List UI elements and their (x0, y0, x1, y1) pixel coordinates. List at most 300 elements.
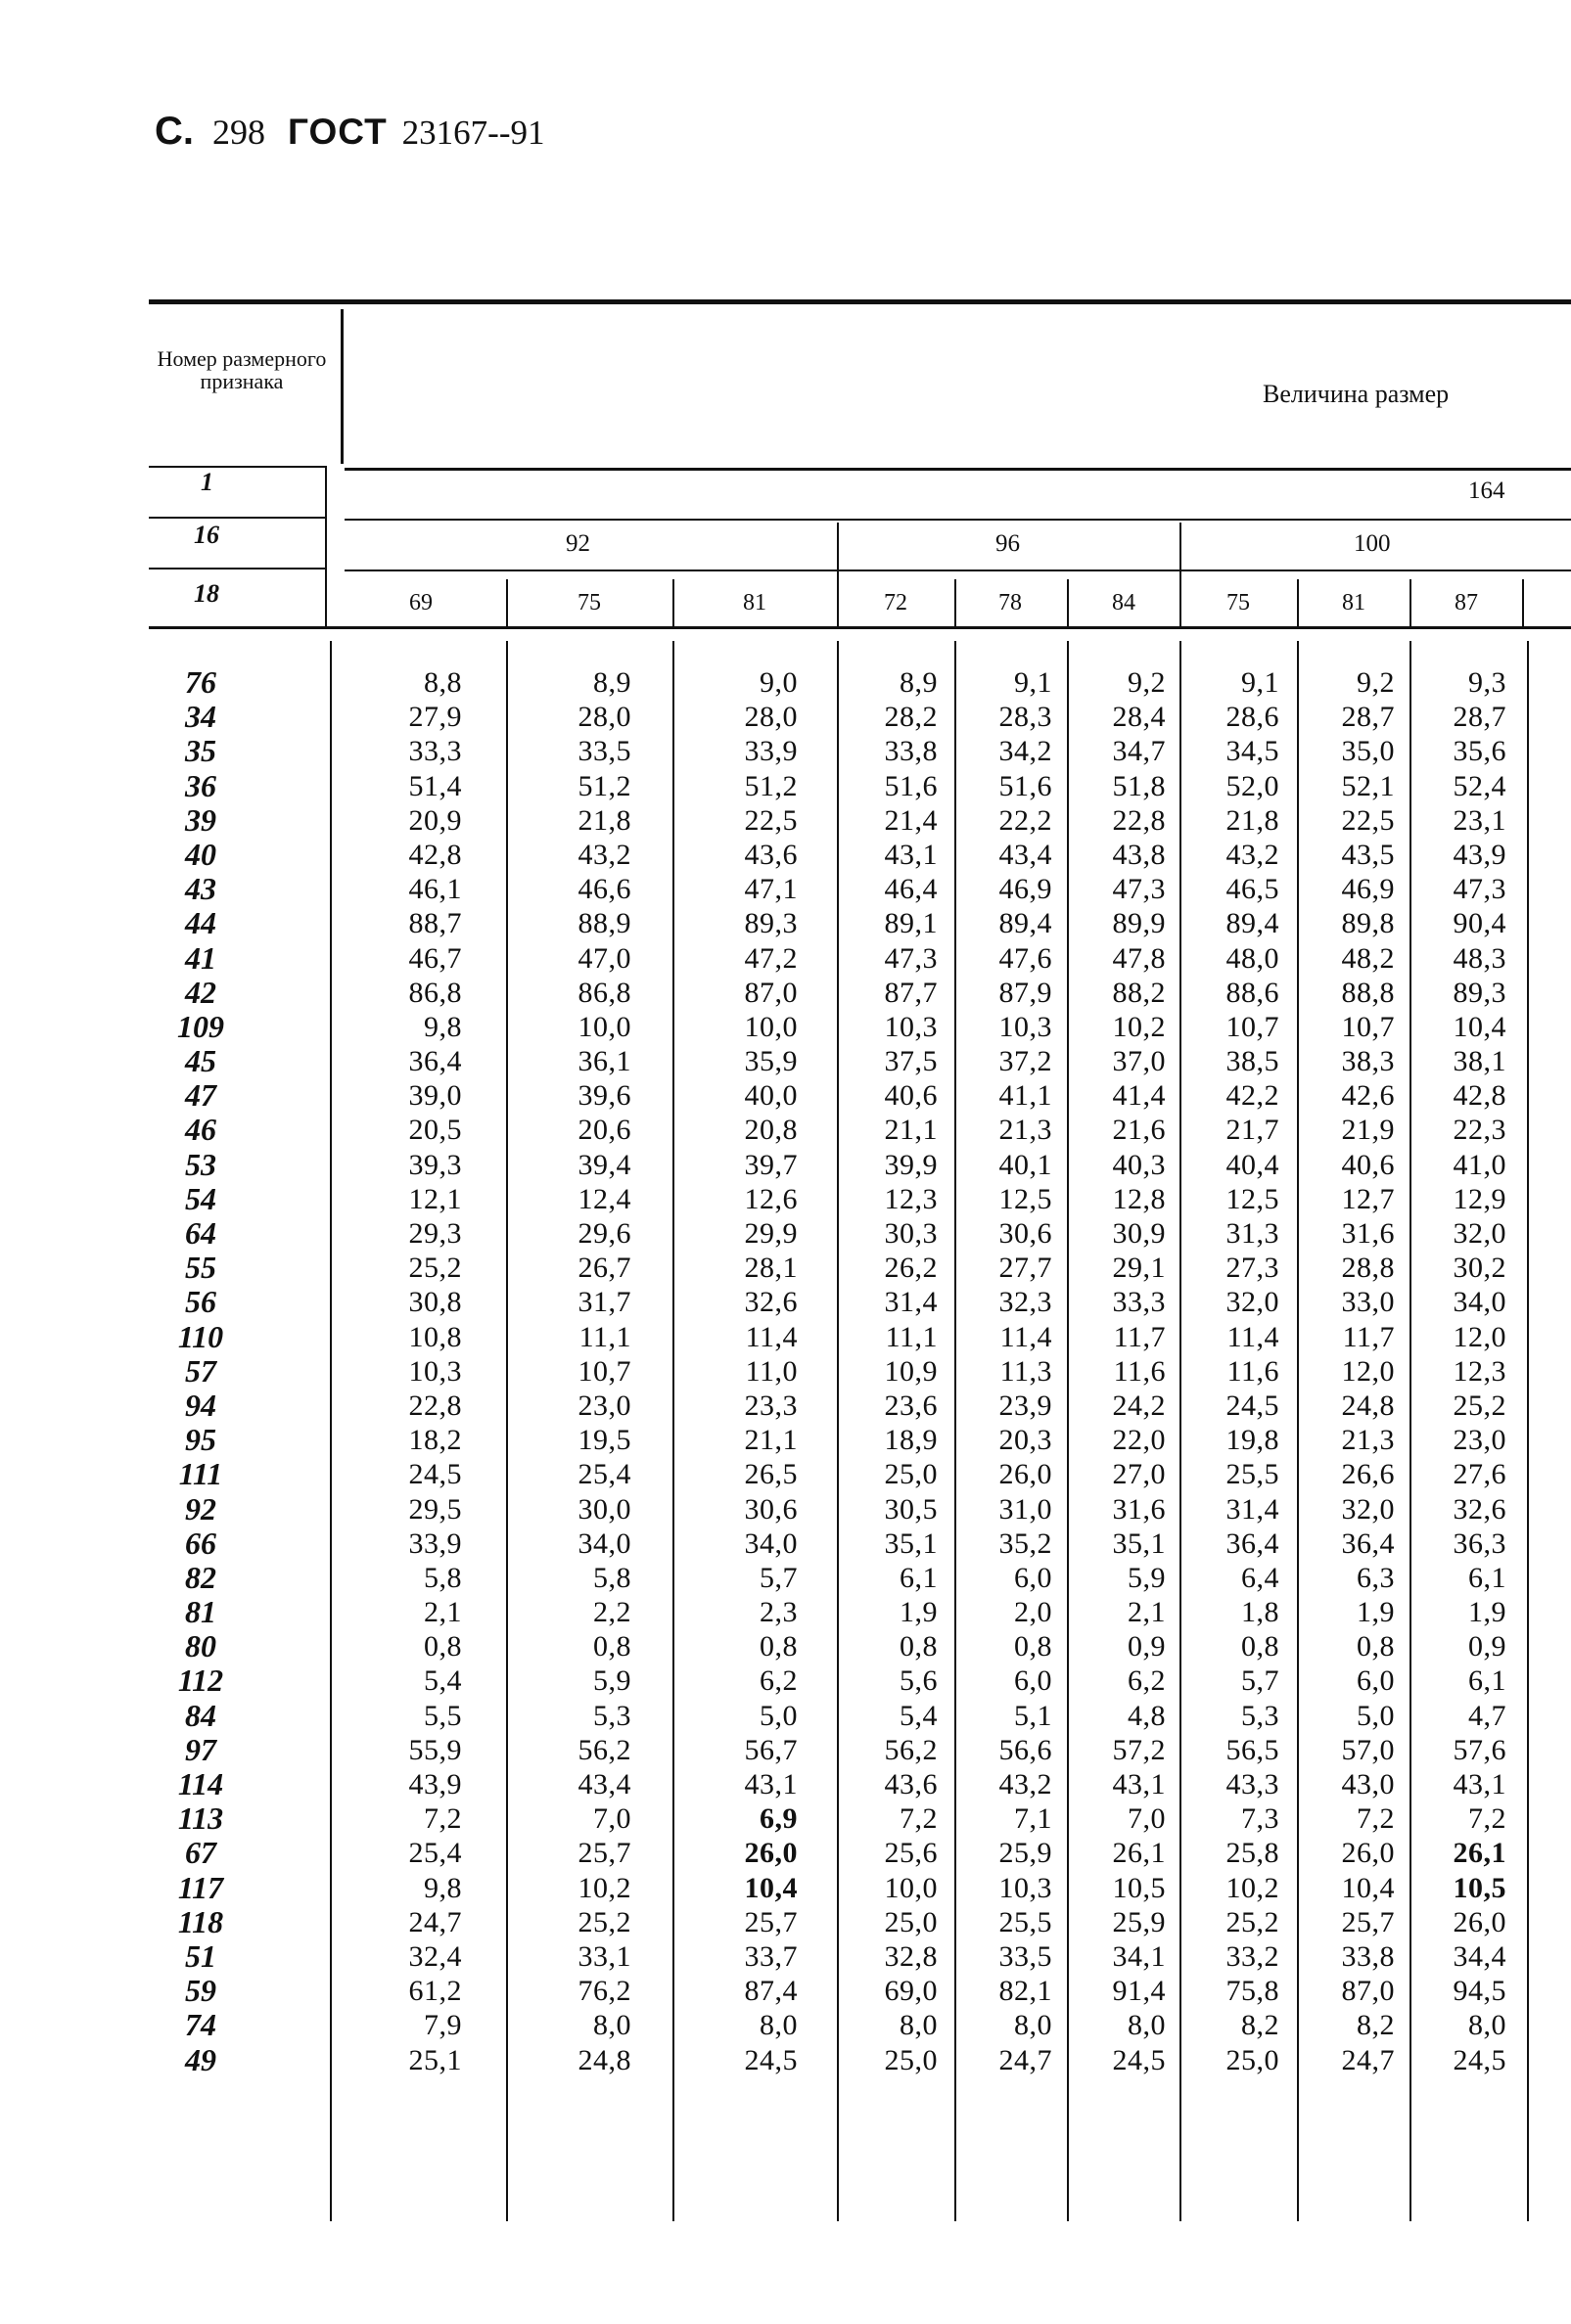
table-cell: 6,4 (1241, 1561, 1279, 1594)
table-cell: 25,0 (884, 2043, 938, 2076)
table-cell: 56,7 (744, 1733, 798, 1766)
table-cell: 33,3 (1112, 1286, 1166, 1319)
table-cell: 12,3 (884, 1182, 938, 1215)
table-cell: 26,7 (578, 1252, 631, 1285)
table-cell: 25,5 (998, 1905, 1052, 1938)
table-cell: 11,1 (578, 1320, 631, 1353)
table-cell: 25,8 (1225, 1837, 1279, 1870)
table-cell: 34,0 (1453, 1286, 1506, 1319)
table-cell: 89,3 (744, 907, 798, 940)
row-number: 44 (185, 905, 216, 941)
table-cell: 11,4 (999, 1320, 1052, 1353)
table-cell: 0,9 (1128, 1630, 1166, 1663)
table-cell: 10,0 (744, 1010, 798, 1043)
table-cell: 87,0 (744, 976, 798, 1009)
table-cell: 42,8 (1453, 1079, 1506, 1113)
table-cell: 42,6 (1341, 1079, 1395, 1113)
data-column (1302, 665, 1395, 2077)
table-cell: 35,9 (744, 1045, 798, 1078)
table-cell: 10,4 (1341, 1871, 1395, 1904)
table-cell: 20,3 (998, 1424, 1052, 1457)
table-cell: 38,3 (1341, 1045, 1395, 1078)
table-cell: 26,1 (1112, 1837, 1166, 1870)
table-cell: 43,5 (1341, 838, 1395, 871)
table-cell: 33,7 (744, 1939, 798, 1973)
table-cell: 12,1 (408, 1182, 462, 1215)
table-cell: 57,6 (1453, 1733, 1506, 1766)
table-cell: 10,4 (1453, 1010, 1506, 1043)
row-label-18: 18 (194, 579, 219, 608)
row-label-1: 1 (201, 468, 213, 496)
table-cell: 46,9 (1341, 873, 1395, 906)
table-cell: 88,9 (578, 907, 631, 940)
table-cell: 10,3 (998, 1010, 1052, 1043)
table-cell: 20,6 (578, 1114, 631, 1147)
table-cell: 46,9 (998, 873, 1052, 906)
table-cell: 30,5 (884, 1492, 938, 1526)
sub-header: 81 (1342, 590, 1365, 615)
table-cell: 26,0 (744, 1837, 798, 1870)
table-cell: 28,0 (744, 701, 798, 734)
table-cell: 24,7 (998, 2043, 1052, 2076)
table-cell: 52,1 (1341, 769, 1395, 802)
table-cell: 46,5 (1225, 873, 1279, 906)
table-cell: 21,3 (998, 1114, 1052, 1147)
table-cell: 37,0 (1112, 1045, 1166, 1078)
table-cell: 39,4 (578, 1148, 631, 1181)
table-cell: 43,0 (1341, 1768, 1395, 1800)
table-cell: 24,5 (744, 2043, 798, 2076)
table-cell: 21,1 (884, 1114, 938, 1147)
table-cell: 87,7 (884, 976, 938, 1009)
group-label-96: 96 (995, 530, 1020, 557)
table-cell: 24,5 (1112, 2043, 1166, 2076)
data-column (959, 665, 1052, 2077)
table-cell: 24,7 (408, 1905, 462, 1938)
table-cell: 24,5 (408, 1458, 462, 1491)
data-column (1414, 665, 1506, 2077)
table-cell: 11,7 (1342, 1320, 1395, 1353)
table-cell: 82,1 (998, 1975, 1052, 2008)
table-cell: 10,5 (1453, 1871, 1506, 1904)
table-cell: 51,6 (884, 769, 938, 802)
table-cell: 39,6 (578, 1079, 631, 1113)
row-number: 110 (177, 1318, 224, 1354)
row-number: 53 (185, 1146, 216, 1182)
table-cell: 41,4 (1112, 1079, 1166, 1113)
row-number: 41 (185, 939, 216, 976)
table-cell: 46,6 (578, 873, 631, 906)
table-cell: 25,6 (884, 1837, 938, 1870)
table-cell: 26,6 (1341, 1458, 1395, 1491)
standard-label: ГОСТ (288, 112, 388, 152)
page-number: 298 (212, 113, 265, 152)
table-cell: 43,3 (1225, 1768, 1279, 1800)
table-cell: 11,6 (1226, 1354, 1279, 1388)
row-number: 45 (185, 1043, 216, 1079)
table-cell: 91,4 (1112, 1975, 1166, 2008)
table-cell: 36,4 (1341, 1527, 1395, 1560)
sub-header: 75 (1226, 590, 1250, 615)
row-number: 114 (177, 1766, 224, 1801)
table-cell: 33,0 (1341, 1286, 1395, 1319)
sub-header: 72 (884, 590, 907, 615)
row-number: 47 (185, 1077, 216, 1114)
table-cell: 89,4 (998, 907, 1052, 940)
table-cell: 10,0 (578, 1010, 631, 1043)
table-cell: 25,5 (1225, 1458, 1279, 1491)
table-cell: 23,1 (1453, 803, 1506, 837)
row-number: 84 (185, 1697, 216, 1733)
table-cell: 35,1 (1112, 1527, 1166, 1560)
table-cell: 41,1 (998, 1079, 1052, 1113)
table-cell: 25,4 (578, 1458, 631, 1491)
table-cell: 25,7 (578, 1837, 631, 1870)
table-cell: 21,8 (1225, 803, 1279, 837)
table-cell: 32,6 (744, 1286, 798, 1319)
table-cell: 10,7 (1225, 1010, 1279, 1043)
table-cell: 2,1 (1128, 1596, 1166, 1629)
row-number: 55 (185, 1250, 216, 1286)
row-number: 64 (185, 1215, 216, 1251)
table-cell: 32,6 (1453, 1492, 1506, 1526)
table-cell: 5,6 (900, 1664, 938, 1698)
group-label-92: 92 (566, 530, 590, 557)
table-cell: 41,0 (1453, 1148, 1506, 1181)
table-cell: 2,2 (593, 1596, 631, 1629)
row-number: 39 (185, 801, 216, 838)
table-cell: 37,5 (884, 1045, 938, 1078)
row-number: 81 (185, 1594, 216, 1630)
table-cell: 47,0 (578, 941, 631, 975)
table-cell: 30,3 (884, 1217, 938, 1250)
table-cell: 0,8 (1014, 1630, 1052, 1663)
table-cell: 21,1 (744, 1424, 798, 1457)
row-number: 43 (185, 871, 216, 907)
table-cell: 40,6 (1341, 1148, 1395, 1181)
table-cell: 7,0 (1128, 1802, 1166, 1836)
table-cell: 29,5 (408, 1492, 462, 1526)
table-cell: 11,7 (1113, 1320, 1166, 1353)
table-cell: 20,9 (408, 803, 462, 837)
table-cell: 8,8 (424, 666, 462, 699)
table-cell: 12,0 (1453, 1320, 1506, 1353)
table-cell: 56,2 (884, 1733, 938, 1766)
table-cell: 5,9 (593, 1664, 631, 1698)
table-cell: 31,3 (1225, 1217, 1279, 1250)
row-number: 49 (185, 2041, 216, 2077)
table-cell: 8,0 (593, 2009, 631, 2042)
table-cell: 24,2 (1112, 1389, 1166, 1422)
table-cell: 6,1 (900, 1561, 938, 1594)
table-cell: 5,1 (1014, 1699, 1052, 1732)
table-cell: 12,4 (578, 1182, 631, 1215)
table-cell: 22,8 (408, 1389, 462, 1422)
table-cell: 12,3 (1453, 1354, 1506, 1388)
sign1-value: 164 (1468, 478, 1505, 504)
table-cell: 86,8 (408, 976, 462, 1009)
table-cell: 47,6 (998, 941, 1052, 975)
table-cell: 24,8 (1341, 1389, 1395, 1422)
table-cell: 7,2 (1468, 1802, 1506, 1836)
data-column (1184, 665, 1279, 2077)
table-cell: 21,7 (1225, 1114, 1279, 1147)
table-cell: 88,8 (1341, 976, 1395, 1009)
table-cell: 8,0 (1468, 2009, 1506, 2042)
row-number: 46 (185, 1112, 216, 1148)
table-cell: 35,1 (884, 1527, 938, 1560)
table-cell: 39,7 (744, 1148, 798, 1181)
table-cell: 4,8 (1128, 1699, 1166, 1732)
table-cell: 9,3 (1468, 666, 1506, 699)
table-cell: 10,2 (578, 1871, 631, 1904)
page-prefix: С. (155, 110, 194, 153)
table-cell: 40,0 (744, 1079, 798, 1113)
table-cell: 39,9 (884, 1148, 938, 1181)
row-number: 66 (185, 1525, 216, 1561)
table-cell: 18,2 (408, 1424, 462, 1457)
table-cell: 0,8 (760, 1630, 798, 1663)
table-cell: 7,0 (593, 1802, 631, 1836)
table-cell: 5,3 (593, 1699, 631, 1732)
sub-header: 75 (578, 590, 601, 615)
table-cell: 10,9 (884, 1354, 938, 1388)
row-number: 36 (185, 767, 216, 803)
table-cell: 28,4 (1112, 701, 1166, 734)
table-cell: 12,5 (998, 1182, 1052, 1215)
table-cell: 0,8 (1241, 1630, 1279, 1663)
table-cell: 23,6 (884, 1389, 938, 1422)
table-cell: 8,0 (760, 2009, 798, 2042)
table-cell: 38,1 (1453, 1045, 1506, 1078)
table-cell: 2,0 (1014, 1596, 1052, 1629)
table-cell: 25,2 (408, 1252, 462, 1285)
data-column (352, 665, 462, 2077)
group-label-100: 100 (1354, 530, 1391, 557)
table-cell: 51,2 (578, 769, 631, 802)
table-cell: 0,8 (424, 1630, 462, 1663)
table-cell: 5,3 (1241, 1699, 1279, 1732)
table-cell: 25,4 (408, 1837, 462, 1870)
table-cell: 42,8 (408, 838, 462, 871)
table-cell: 2,3 (760, 1596, 798, 1629)
table-cell: 10,3 (408, 1354, 462, 1388)
table-cell: 56,6 (998, 1733, 1052, 1766)
table-cell: 22,8 (1112, 803, 1166, 837)
table-cell: 22,0 (1112, 1424, 1166, 1457)
table-cell: 47,1 (744, 873, 798, 906)
table-cell: 34,0 (578, 1527, 631, 1560)
table-cell: 89,4 (1225, 907, 1279, 940)
table-cell: 89,9 (1112, 907, 1166, 940)
table-cell: 28,0 (578, 701, 631, 734)
table-cell: 51,6 (998, 769, 1052, 802)
table-cell: 43,1 (884, 838, 938, 871)
table-cell: 43,9 (408, 1768, 462, 1800)
table-cell: 6,0 (1014, 1561, 1052, 1594)
table-cell: 25,7 (1341, 1905, 1395, 1938)
table-cell: 1,9 (1357, 1596, 1395, 1629)
table-cell: 21,8 (578, 803, 631, 837)
table-cell: 57,0 (1341, 1733, 1395, 1766)
table-cell: 25,1 (408, 2043, 462, 2076)
data-column (844, 665, 938, 2077)
table-cell: 29,6 (578, 1217, 631, 1250)
table-cell: 9,8 (424, 1010, 462, 1043)
table-cell: 89,8 (1341, 907, 1395, 940)
table-cell: 27,9 (408, 701, 462, 734)
table-cell: 33,5 (998, 1939, 1052, 1973)
table-cell: 32,4 (408, 1939, 462, 1973)
table-cell: 11,1 (885, 1320, 938, 1353)
table-cell: 36,4 (408, 1045, 462, 1078)
table-cell: 40,1 (998, 1148, 1052, 1181)
table-cell: 28,8 (1341, 1252, 1395, 1285)
table-cell: 10,3 (884, 1010, 938, 1043)
table-cell: 43,6 (884, 1768, 938, 1800)
table-cell: 0,8 (900, 1630, 938, 1663)
table-cell: 10,2 (1225, 1871, 1279, 1904)
table-cell: 32,8 (884, 1939, 938, 1973)
table-cell: 31,4 (1225, 1492, 1279, 1526)
table-cell: 9,2 (1128, 666, 1166, 699)
table-cell: 21,6 (1112, 1114, 1166, 1147)
table-cell: 47,3 (1112, 873, 1166, 906)
table-cell: 18,9 (884, 1424, 938, 1457)
table-cell: 25,2 (1225, 1905, 1279, 1938)
sub-header: 87 (1455, 590, 1478, 615)
row-number: 118 (177, 1903, 224, 1939)
table-cell: 24,5 (1453, 2043, 1506, 2076)
row-number: 59 (185, 1973, 216, 2009)
table-cell: 75,8 (1225, 1975, 1279, 2008)
table-cell: 43,8 (1112, 838, 1166, 871)
table-cell: 89,1 (884, 907, 938, 940)
table-cell: 29,3 (408, 1217, 462, 1250)
table-cell: 19,8 (1225, 1424, 1279, 1457)
table-cell: 34,7 (1112, 735, 1166, 768)
table-cell: 36,4 (1225, 1527, 1279, 1560)
row-number: 113 (177, 1800, 224, 1837)
table-cell: 11,0 (745, 1354, 798, 1388)
row-number: 35 (185, 733, 216, 769)
table-cell: 32,3 (998, 1286, 1052, 1319)
table-cell: 47,3 (884, 941, 938, 975)
table-cell: 26,0 (998, 1458, 1052, 1491)
table-cell: 25,7 (744, 1905, 798, 1938)
table-cell: 20,8 (744, 1114, 798, 1147)
table-cell: 34,0 (744, 1527, 798, 1560)
table-cell: 33,8 (1341, 1939, 1395, 1973)
table-cell: 6,2 (1128, 1664, 1166, 1698)
row-number: 92 (185, 1490, 216, 1527)
table-cell: 56,5 (1225, 1733, 1279, 1766)
table-cell: 1,9 (900, 1596, 938, 1629)
table-cell: 7,9 (424, 2009, 462, 2042)
table-cell: 27,6 (1453, 1458, 1506, 1491)
table-cell: 7,2 (900, 1802, 938, 1836)
table-cell: 20,5 (408, 1114, 462, 1147)
table-cell: 28,7 (1453, 701, 1506, 734)
table-cell: 8,0 (900, 2009, 938, 2042)
top-header: Величина размер (1263, 380, 1450, 408)
table-cell: 33,9 (744, 735, 798, 768)
row-number: 74 (185, 2007, 216, 2043)
table-cell: 57,2 (1112, 1733, 1166, 1766)
row-number: 40 (185, 836, 216, 872)
table-cell: 9,8 (424, 1871, 462, 1904)
table-cell: 36,1 (578, 1045, 631, 1078)
table-cell: 69,0 (884, 1975, 938, 2008)
table-cell: 26,2 (884, 1252, 938, 1285)
table-cell: 6,0 (1014, 1664, 1052, 1698)
table-cell: 31,7 (578, 1286, 631, 1319)
table-cell: 9,1 (1014, 666, 1052, 699)
table-cell: 0,9 (1468, 1630, 1506, 1663)
row-number: 42 (185, 974, 216, 1010)
table-cell: 11,3 (999, 1354, 1052, 1388)
table-cell: 28,1 (744, 1252, 798, 1285)
table-cell: 6,2 (760, 1664, 798, 1698)
table-cell: 48,2 (1341, 941, 1395, 975)
table-cell: 46,7 (408, 941, 462, 975)
table-cell: 8,2 (1241, 2009, 1279, 2042)
table-cell: 11,4 (745, 1320, 798, 1353)
table-cell: 28,3 (998, 701, 1052, 734)
table-cell: 47,3 (1453, 873, 1506, 906)
table-cell: 43,1 (744, 1768, 798, 1800)
table-cell: 43,2 (578, 838, 631, 871)
table-cell: 0,8 (593, 1630, 631, 1663)
table-cell: 10,8 (408, 1320, 462, 1353)
table-cell: 88,2 (1112, 976, 1166, 1009)
table-cell: 2,1 (424, 1596, 462, 1629)
table-cell: 6,1 (1468, 1561, 1506, 1594)
left-header: Номер размерного признака (157, 346, 327, 394)
row-number: 94 (185, 1387, 216, 1423)
table-cell: 23,3 (744, 1389, 798, 1422)
table-cell: 30,9 (1112, 1217, 1166, 1250)
table-cell: 46,4 (884, 873, 938, 906)
row-number: 76 (185, 664, 216, 700)
table-cell: 12,9 (1453, 1182, 1506, 1215)
table-cell: 5,7 (760, 1561, 798, 1594)
table-cell: 36,3 (1453, 1527, 1506, 1560)
table-cell: 33,3 (408, 735, 462, 768)
table-cell: 25,0 (1225, 2043, 1279, 2076)
table-cell: 90,4 (1453, 907, 1506, 940)
table-cell: 5,8 (593, 1561, 631, 1594)
table-cell: 0,8 (1357, 1630, 1395, 1663)
table-cell: 43,2 (1225, 838, 1279, 871)
table-cell: 43,1 (1112, 1768, 1166, 1800)
table-cell: 21,9 (1341, 1114, 1395, 1147)
table-cell: 8,2 (1357, 2009, 1395, 2042)
row-number: 97 (185, 1731, 216, 1767)
table-cell: 43,9 (1453, 838, 1506, 871)
table-cell: 6,9 (760, 1802, 798, 1836)
table-cell: 26,0 (1453, 1905, 1506, 1938)
row-label-16: 16 (194, 521, 219, 549)
table-cell: 32,0 (1225, 1286, 1279, 1319)
table-cell: 30,6 (998, 1217, 1052, 1250)
table-cell: 21,3 (1341, 1424, 1395, 1457)
table-cell: 26,5 (744, 1458, 798, 1491)
table-cell: 4,7 (1468, 1699, 1506, 1732)
table-cell: 5,0 (760, 1699, 798, 1732)
table-cell: 1,9 (1468, 1596, 1506, 1629)
table-cell: 43,6 (744, 838, 798, 871)
